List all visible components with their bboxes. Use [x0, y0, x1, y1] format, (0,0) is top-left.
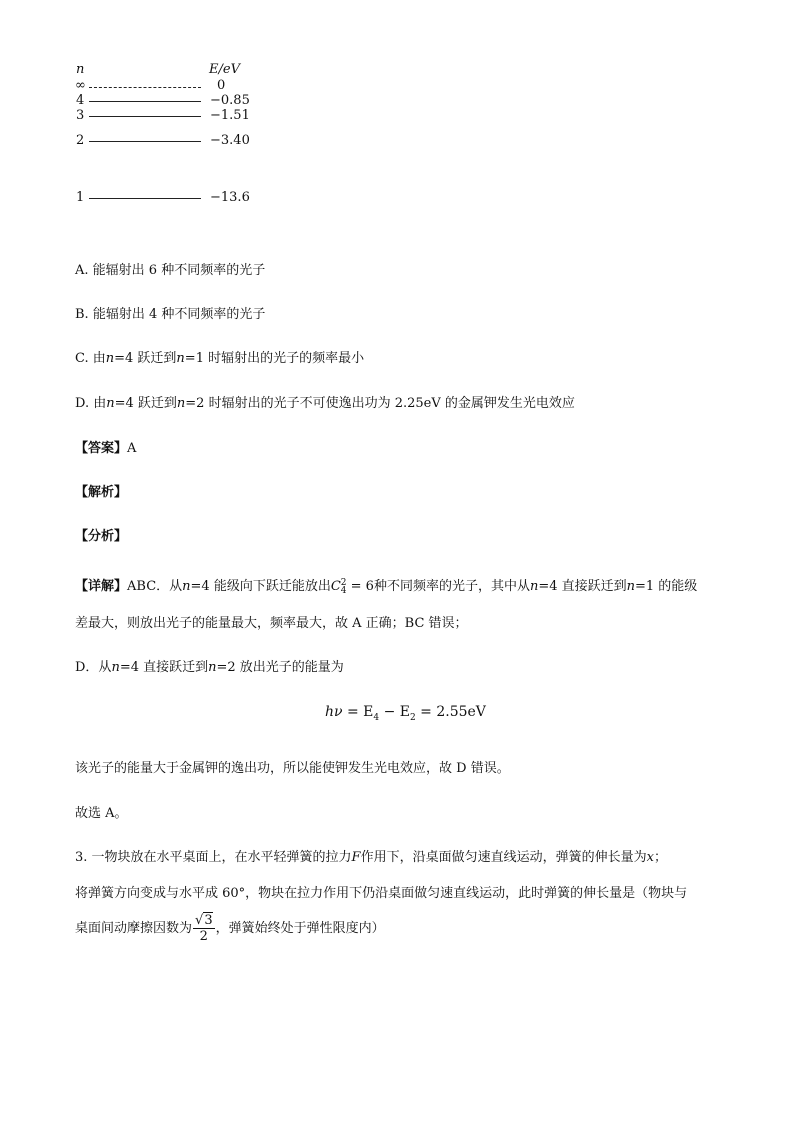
q3-line1-a: 3. 一物块放在水平桌面上，在水平轻弹簧的拉力	[75, 850, 352, 865]
detail-p1-n2: n	[529, 579, 539, 594]
option-a: A. 能辐射出 6 种不同频率的光子	[75, 263, 266, 278]
eq-end: = 2.55eV	[415, 704, 486, 720]
question-3-line-2: 将弹簧方向变成与水平成 60°，物块在拉力作用下仍沿桌面做匀速直线运动，此时弹簧的伸长量是（物块与	[75, 886, 688, 901]
detail-p1-e: =1 的能级	[635, 579, 698, 594]
answer-label: 【答案】	[75, 441, 128, 456]
q3-line3-b: ，弹簧始终处于弹性限度内）	[215, 921, 385, 936]
detail-p3-c: =2 放出光子的能量为	[216, 660, 344, 675]
option-c	[75, 347, 364, 366]
detail-paragraph-4: 该光子的能量大于金属钾的逸出功，所以能使钾发生光电效应，故 D 错误。	[75, 761, 510, 776]
fraction-denominator: 2	[199, 929, 208, 944]
level-n-2: 2	[76, 133, 85, 148]
level-line-1	[89, 198, 201, 199]
answer-value: A	[127, 441, 137, 456]
detail-paragraph-2: 差最大，则放出光子的能量最大，频率最大，故 A 正确；BC 错误；	[75, 616, 468, 631]
combination-eq: = 6	[346, 579, 374, 594]
level-n-4: 4	[76, 93, 85, 108]
detail-p1-c: 种不同频率的光子，其中从	[373, 579, 530, 594]
option-d	[75, 392, 575, 411]
option-c-n1: n	[105, 351, 115, 366]
level-n-inf: ∞	[75, 78, 86, 93]
fenxi-label: 【分析】	[75, 529, 128, 544]
option-d-mid: =4 跃迁到	[114, 396, 177, 411]
level-line-3	[89, 116, 201, 117]
answer-line	[75, 437, 136, 456]
detail-paragraph-3	[75, 656, 344, 675]
n-axis-label: n	[76, 62, 85, 77]
detail-p1-b: =4 能级向下跃迁能放出	[190, 579, 331, 594]
detail-p3-b: =4 直接跃迁到	[119, 660, 209, 675]
option-c-mid: =4 跃迁到	[114, 351, 177, 366]
level-n-1: 1	[76, 190, 85, 205]
option-d-post: =2 时辐射出的光子不可使逸出功为 2.25eV 的金属钾发生光电效应	[185, 396, 575, 411]
detail-paragraph-5: 故选 A。	[75, 806, 128, 821]
sqrt-radicand: 3	[204, 913, 213, 928]
detail-label: 【详解】	[75, 579, 128, 594]
detail-p1-a: ABC．从	[127, 579, 183, 594]
energy-equation	[325, 704, 486, 723]
detail-p3-n1: n	[111, 660, 120, 675]
option-d-pre: D. 由	[75, 396, 107, 411]
level-line-4	[89, 101, 201, 102]
combination-symbol: C	[330, 579, 341, 594]
option-c-post: =1 时辐射出的光子的频率最小	[184, 351, 365, 366]
option-d-n1: n	[106, 396, 115, 411]
level-line-2	[89, 141, 201, 142]
q3-line1-c: ；	[653, 850, 667, 865]
option-c-pre: C. 由	[75, 351, 106, 366]
level-energy-1: −13.6	[210, 190, 250, 205]
eq-mid: = E	[342, 704, 374, 720]
option-b: B. 能辐射出 4 种不同频率的光子	[75, 307, 266, 322]
combination-sup: 2	[340, 577, 347, 588]
detail-p1-n1: n	[182, 579, 191, 594]
level-energy-4: −0.85	[210, 93, 250, 108]
option-d-n2: n	[176, 396, 186, 411]
energy-axis-label-text: E/eV	[209, 62, 240, 77]
eq-h-nu: hν	[325, 704, 343, 720]
q3-line3-a: 桌面间动摩擦因数为	[75, 921, 193, 936]
level-energy-inf: 0	[217, 78, 226, 93]
eq-minus: − E	[379, 704, 410, 720]
q3-force-symbol: F	[351, 850, 361, 865]
detail-p3-n2: n	[208, 660, 217, 675]
detail-paragraph-1	[75, 575, 697, 595]
level-line-inf	[89, 87, 201, 88]
q3-line1-b: 作用下，沿桌面做匀速直线运动，弹簧的伸长量为	[360, 850, 647, 865]
level-energy-3: −1.51	[210, 108, 250, 123]
q3-x-symbol: x	[646, 850, 654, 865]
friction-coefficient-fraction	[193, 913, 215, 944]
level-n-3: 3	[76, 108, 85, 123]
analysis-label: 【解析】	[75, 485, 128, 500]
detail-p1-d: =4 直接跃迁到	[538, 579, 627, 594]
option-c-n2: n	[176, 351, 185, 366]
question-3-line-3	[75, 913, 385, 944]
combination-sub: 4	[340, 585, 347, 596]
detail-p1-n3: n	[626, 579, 636, 594]
level-energy-2: −3.40	[210, 133, 250, 148]
detail-p3-a: D．从	[75, 660, 112, 675]
question-3-line-1	[75, 846, 667, 865]
eq-sub-4: 4	[373, 712, 380, 723]
energy-axis-label	[209, 62, 240, 77]
fraction-numerator: √3	[195, 913, 213, 928]
eq-sub-2: 2	[409, 712, 416, 723]
